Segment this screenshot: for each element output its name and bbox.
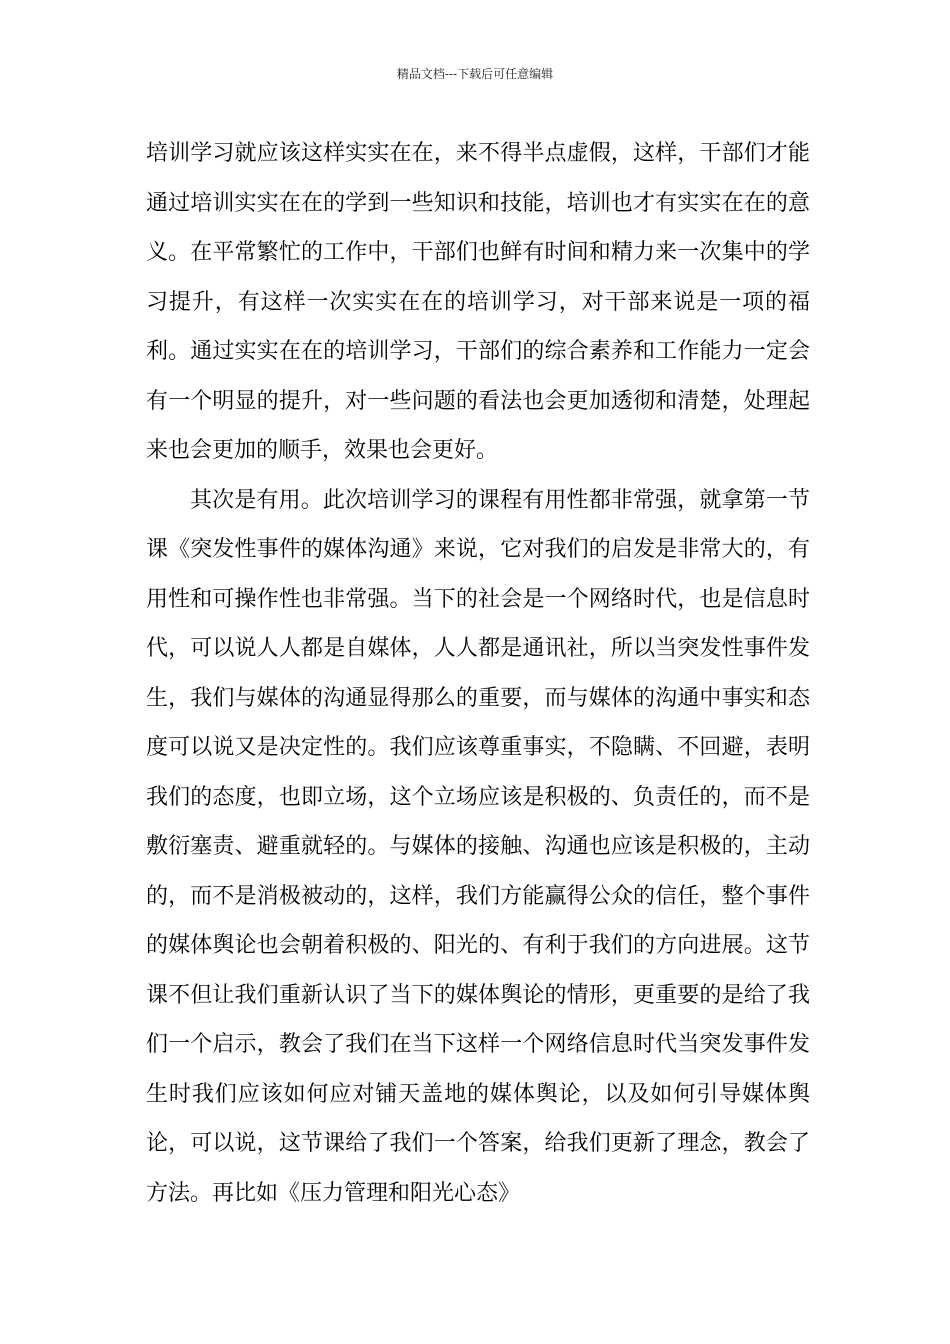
paragraph-second-point: 其次是有用。此次培训学习的课程有用性都非常强，就拿第一节课《突发性事件的媒体沟通》来说，它对我们的启发是非常大的，有用性和可操作性也非常强。当下的社会是一个网络时代，也是信息时代，可以说人人都是自媒体，人人都是通讯社，所以当突发性事件发生，我们与媒体的沟通显得那么的重要，而与媒体的沟通中事实和态度可以说又是决定性的。我们应该尊重事实，不隐瞒、不回避，表明我们的态度，也即立场，这个立场应该是积极的、负责任的，而不是敷衍塞责、避重就轻的。与媒体的接触、沟通也应该是积极的，主动的，而不是消极被动的，这样，我们方能赢得公众的信任，整个事件的媒体舆论也会朝着积极的、阳光的、有利于我们的方向进展。这节课不但让我们重新认识了当下的媒体舆论的情形，更重要的是给了我们一个启示，教会了我们在当下这样一个网络信息时代当突发事件发生时我们应该如何应对铺天盖地的媒体舆论，以及如何引导媒体舆论，可以说，这节课给了我们一个答案，给我们更新了理念，教会了方法。再比如《压力管理和阳光心态》 bbox=[146, 487, 810, 1206]
paragraph-continued: 培训学习就应该这样实实在在，来不得半点虚假，这样，干部们才能通过培训实实在在的学到一些知识和技能，培训也才有实实在在的意义。在平常繁忙的工作中，干部们也鲜有时间和精力来一次集中的学习提升，有这样一次实实在在的培训学习，对干部来说是一项的福利。通过实实在在的培训学习，干部们的综合素养和工作能力一定会有一个明显的提升，对一些问题的看法也会更加透彻和清楚，处理起来也会更加的顺手，效果也会更好。 bbox=[146, 141, 810, 463]
document-body bbox=[146, 129, 810, 1218]
page-header: 精品文档---下载后可任意编辑 bbox=[396, 67, 554, 81]
